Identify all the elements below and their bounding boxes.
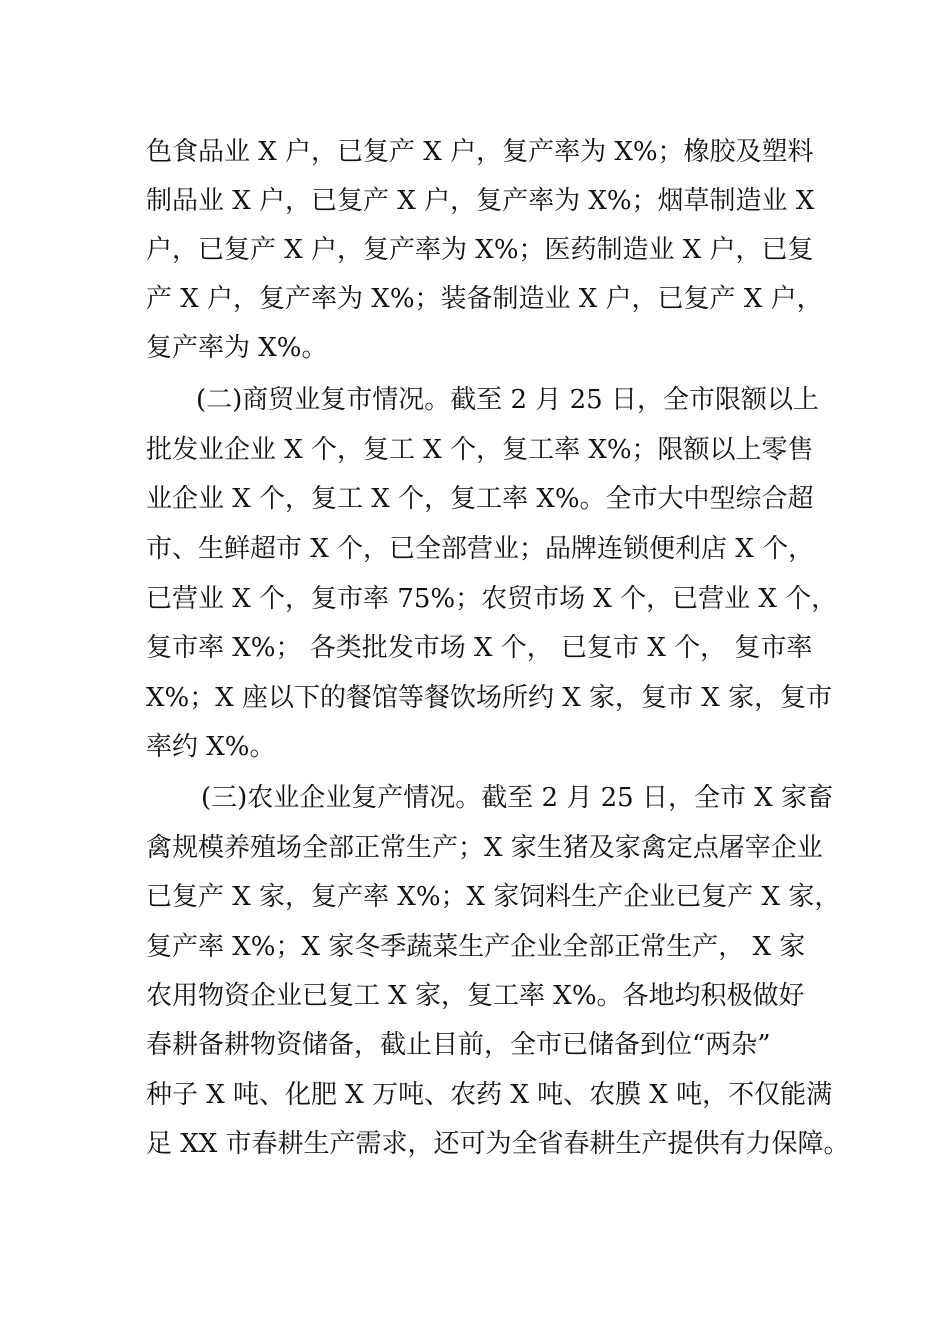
- text-line: 种子 X 吨、化肥 X 万吨、农药 X 吨、农膜 X 吨，不仅能满: [146, 1080, 833, 1110]
- text-line: 产 X 户，复产率为 X%；装备制造业 X 户，已复产 X 户，: [146, 284, 823, 314]
- text-line: X%；X 座以下的餐馆等餐饮场所约 X 家，复市 X 家，复市: [146, 683, 833, 713]
- text-line: 复产率为 X%。: [146, 333, 328, 363]
- text-line: 市、生鲜超市 X 个，已全部营业；品牌连锁便利店 X 个，: [146, 534, 815, 564]
- text-line: 农用物资企业已复工 X 家，复工率 X%。各地均积极做好: [146, 981, 805, 1011]
- text-line: 制品业 X 户，已复产 X 户，复产率为 X%；烟草制造业 X: [146, 186, 815, 216]
- text-line: 业企业 X 个，复工 X 个，复工率 X%。全市大中型综合超: [146, 484, 814, 514]
- section-heading-agriculture: (三)农业企业复产情况。截至 2 月 25 日，全市 X 家畜: [201, 783, 834, 813]
- text-line: 复产率 X%；X 家冬季蔬菜生产企业全部正常生产， X 家: [146, 932, 806, 962]
- text-line: 禽规模养殖场全部正常生产；X 家生猪及家禽定点屠宰企业: [146, 833, 823, 863]
- text-line: 批发业企业 X 个，复工 X 个，复工率 X%；限额以上零售: [146, 435, 814, 465]
- text-line: 春耕备耕物资储备，截止目前，全市已储备到位“两杂”: [146, 1030, 771, 1060]
- text-line: 复市率 X%； 各类批发市场 X 个， 已复市 X 个， 复市率: [146, 633, 813, 663]
- text-line: 已复产 X 家，复产率 X%；X 家饲料生产企业已复产 X 家，: [146, 882, 841, 912]
- text-line: 户，已复产 X 户，复产率为 X%；医药制造业 X 户，已复: [146, 235, 814, 265]
- text-line: 足 XX 市春耕生产需求，还可为全省春耕生产提供有力保障。: [146, 1129, 850, 1159]
- text-line: 色食品业 X 户，已复产 X 户，复产率为 X%；橡胶及塑料: [146, 137, 814, 167]
- text-line: 已营业 X 个，复市率 75%；农贸市场 X 个，已营业 X 个，: [146, 584, 838, 614]
- text-line: 率约 X%。: [146, 732, 276, 762]
- section-heading-commerce: (二)商贸业复市情况。截至 2 月 25 日，全市限额以上: [196, 385, 819, 415]
